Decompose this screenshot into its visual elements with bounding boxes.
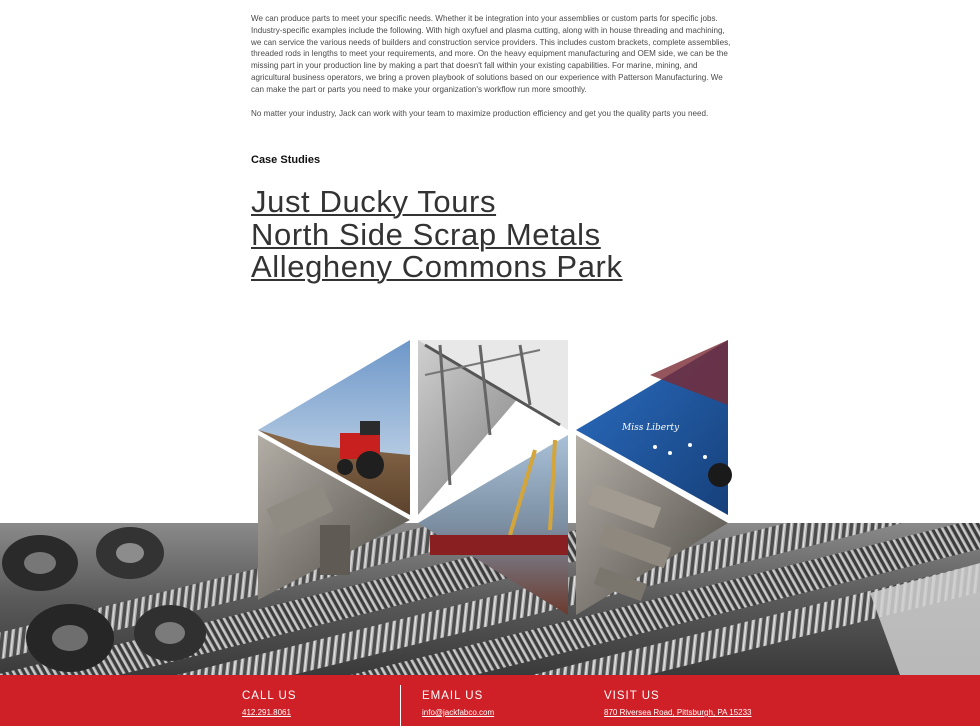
- site-footer: [0, 675, 980, 726]
- email-us-heading: EMAIL US: [422, 690, 484, 702]
- intro-text: [251, 13, 733, 119]
- visit-us-heading: VISIT US: [604, 690, 660, 702]
- case-studies-list: [251, 186, 623, 284]
- intro-paragraph: We can produce parts to meet your specific needs. Whether it be integration into your assemblies or custom parts for specific jobs. Industry-specific examples include the following. With high oxyfuel and plasma cutting, along with in house threading and machining, we can service the various needs of builders and construction service providers. This includes custom brackets, complete assemblies, threaded rods in lengths to meet your requirements, and more. On the heavy equipment manufacturing and OEM side, we can be the missing part in your production line by making a part that doesn't fall within your existing capabilities. For marine, mining, and agricultural business operators, we bring a proven playbook of solutions based on our experience with Patterson Manufacturing. We can make the part or parts you need to make your organization's workflow run more smoothly.: [251, 14, 731, 94]
- case-studies-heading: Case Studies: [251, 154, 321, 166]
- call-us-heading: CALL US: [242, 690, 297, 702]
- svg-text:Miss Liberty: Miss Liberty: [622, 423, 680, 433]
- address-link[interactable]: 870 Riversea Road, Pittsburgh, PA 15233: [604, 708, 752, 717]
- footer-visit-us: [604, 690, 752, 717]
- footer-email-us: [422, 690, 494, 717]
- footer-call-us: [242, 690, 297, 717]
- footer-divider: [400, 685, 401, 726]
- case-study-link-allegheny-commons-park[interactable]: Allegheny Commons Park: [251, 249, 623, 284]
- industry-photo-collage: [250, 335, 740, 625]
- phone-link[interactable]: 412.291.8061: [242, 708, 291, 717]
- email-link[interactable]: info@jackfabco.com: [422, 708, 495, 717]
- case-study-link-north-side-scrap-metals[interactable]: North Side Scrap Metals: [251, 216, 601, 252]
- intro-paragraph-closing: No matter your industry, Jack can work with your team to maximize production efficiency and get you the quality parts you need.: [251, 108, 709, 118]
- case-study-link-just-ducky-tours[interactable]: Just Ducky Tours: [251, 184, 497, 219]
